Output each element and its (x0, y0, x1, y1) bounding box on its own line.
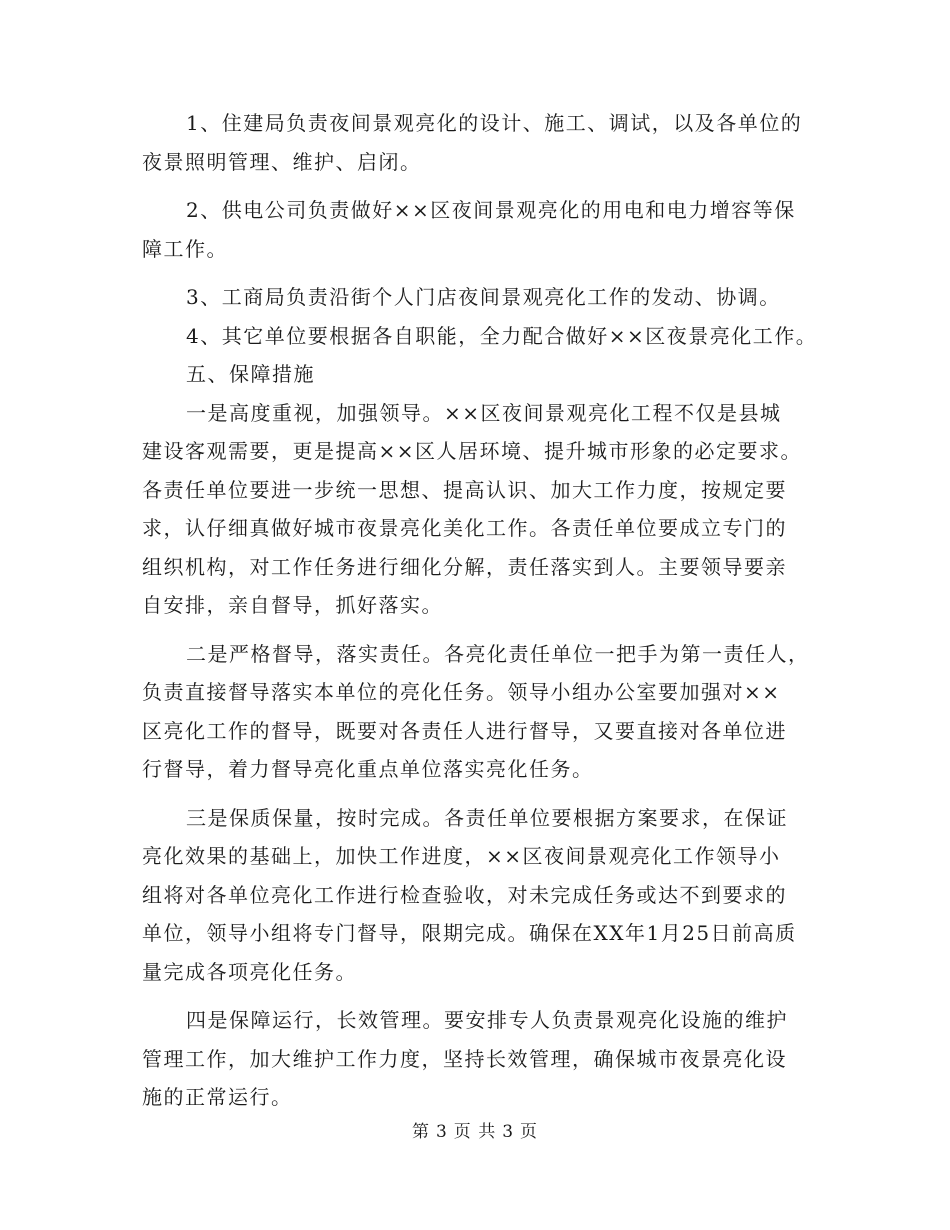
text-line: 四是保障运行，长效管理。要安排专人负责景观亮化设施的维护 (186, 1008, 788, 1032)
text-line: 建设客观需要，更是提高××区人居环境、提升城市形象的必定要求。 (142, 439, 803, 463)
text-line: 单位，领导小组将专门督导，限期完成。确保在XX年1月25日前高质 (142, 921, 797, 945)
text-line: 组织机构，对工作任务进行细化分解，责任落实到人。主要领导要亲 (142, 554, 787, 579)
text-line: 施的正常运行。 (142, 1085, 293, 1109)
text-line: 4、其它单位要根据各自职能，全力配合做好××区夜景亮化工作。 (186, 323, 818, 348)
text-line: 管理工作，加大维护工作力度，坚持长效管理，确保城市夜景亮化设 (142, 1046, 787, 1071)
footer-prefix: 第 (411, 1122, 430, 1142)
text-line: 自安排，亲自督导，抓好落实。 (142, 593, 443, 617)
footer-middle: 页 共 (453, 1122, 497, 1142)
text-line: 一是高度重视，加强领导。××区夜间景观亮化工程不仅是县城 (186, 400, 782, 425)
footer-page-number: 3 (435, 1122, 448, 1142)
text-line: 亮化效果的基础上，加快工作进度，××区夜间景观亮化工作领导小 (142, 844, 781, 868)
text-line: 2、供电公司负责做好××区夜间景观亮化的用电和电力增容等保 (186, 198, 796, 222)
text-line: 负责直接督导落实本单位的亮化任务。领导小组办公室要加强对×× (142, 680, 781, 704)
text-line: 1、住建局负责夜间景观亮化的设计、施工、调试，以及各单位的 (186, 111, 803, 135)
text-line: 二是严格督导，落实责任。各亮化责任单位一把手为第一责任人， (186, 641, 810, 666)
text-line: 各责任单位要进一步统一思想、提高认识、加大工作力度，按规定要 (142, 477, 787, 502)
page-footer (0, 1120, 950, 1144)
text-line: 区亮化工作的督导，既要对各责任人进行督导，又要直接对各单位进 (142, 718, 787, 743)
document-body (142, 104, 832, 1117)
text-line: 3、工商局负责沿街个人门店夜间景观亮化工作的发动、协调。 (186, 285, 781, 309)
text-line: 行督导，着力督导亮化重点单位落实亮化任务。 (142, 757, 594, 781)
text-line: 三是保质保量，按时完成。各责任单位要根据方案要求，在保证 (186, 805, 788, 830)
text-line: 求，认仔细真做好城市夜景亮化美化工作。各责任单位要成立专门的 (142, 516, 787, 540)
text-line: 五、保障措施 (186, 362, 315, 386)
footer-total-pages: 3 (502, 1122, 515, 1142)
text-line: 量完成各项亮化任务。 (142, 959, 357, 984)
footer-suffix: 页 (520, 1122, 539, 1142)
text-line: 组将对各单位亮化工作进行检查验收，对未完成任务或达不到要求的 (142, 882, 787, 907)
text-line: 障工作。 (142, 236, 228, 261)
text-line: 夜景照明管理、维护、启闭。 (142, 149, 422, 174)
